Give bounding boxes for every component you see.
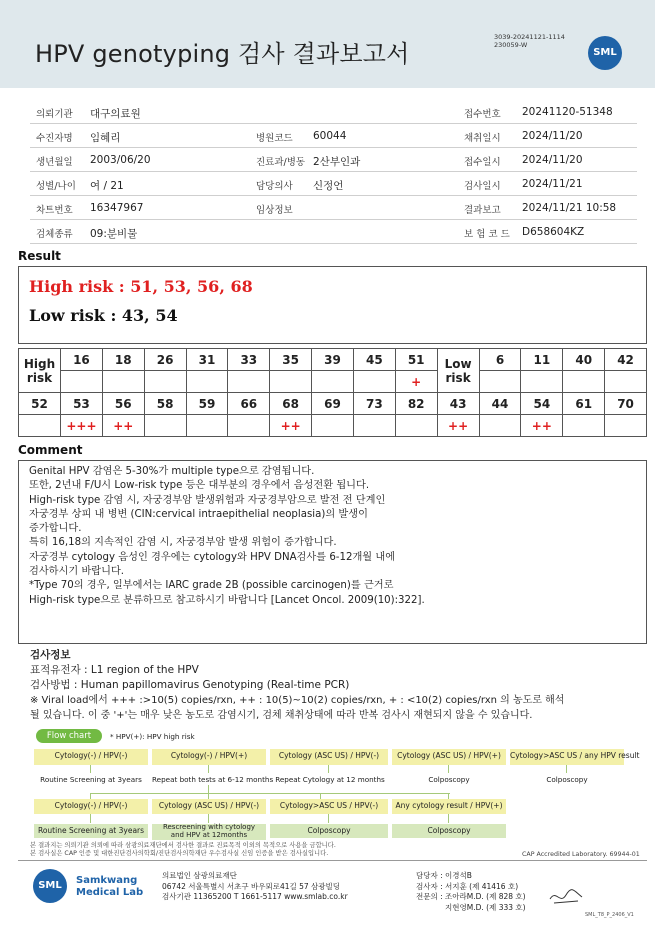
exam-info [30,648,650,723]
flow-arrow [328,765,329,773]
report-title: HPV genotyping 검사 결과보고서 [35,40,410,68]
form-version: SML_T8_P_2406_V1 [585,912,634,918]
mark-cell: +++ [61,415,103,437]
mark-cell [312,371,354,393]
footer-address [162,871,348,903]
info-value: 대구의료원 [90,108,141,120]
type-cell: 51 [395,349,437,371]
signatory: 지현영M.D. (제 333 호) [445,902,526,912]
info-value: 2024/11/20 [522,130,583,142]
type-cell: 69 [312,393,354,415]
info-value: 임혜리 [90,132,121,144]
flow-caption: Colposcopy [546,775,588,784]
info-label: 결과보고 [464,205,501,216]
info-value: 2003/06/20 [90,154,151,166]
mark-cell [144,371,186,393]
type-cell: 18 [102,349,144,371]
type-cell: 31 [186,349,228,371]
flow-box: Cytology (ASC US) / HPV(-) [270,749,388,765]
info-row [30,220,637,244]
type-cell: 33 [228,349,270,371]
header-code [494,33,565,49]
flow-result: Rescreening with cytology and HPV at 12months [152,824,266,840]
mark-cell [353,371,395,393]
type-cell: 16 [61,349,103,371]
patient-info [30,100,637,244]
mark-cell [186,371,228,393]
footer-signatories [416,871,526,913]
flow-arrow [208,765,209,773]
info-row [30,196,637,220]
info-row [30,124,637,148]
flow-caption: Colposcopy [428,775,470,784]
flow-arrow [448,765,449,773]
low-risk-label: Low risk [437,349,479,393]
flow-box: Cytology(-) / HPV(+) [152,749,266,765]
type-cell: 26 [144,349,186,371]
info-value: 2024/11/21 [522,178,583,190]
type-cell: 39 [312,349,354,371]
flow-arrow [566,765,567,773]
info-value: 2024/11/21 10:58 [522,202,617,214]
type-cell: 40 [563,349,605,371]
flow-box: Cytology>ASC US / any HPV result [510,749,624,765]
info-row [30,148,637,172]
mark-cell [563,415,605,437]
mark-cell [312,415,354,437]
flow-box: Cytology(-) / HPV(-) [34,749,148,765]
info-value: 60044 [313,130,347,142]
low-risk-summary: Low risk : 43, 54 [29,306,178,325]
flow-result: Colposcopy [392,824,506,838]
type-cell: 56 [102,393,144,415]
signatory: 검사자 : 서지훈 (제 41416 호) [416,881,519,891]
comment-line: 자궁경부 상피 내 병변 (CIN:cervical intraepithelial neoplasia)의 발생이 [29,508,368,520]
type-cell: 11 [521,349,563,371]
info-label: 차트번호 [36,205,73,216]
viral-load-note-2: 될 있습니다. 이 중 '+'는 매우 낮은 농도로 감염시기, 검체 채취상태에 따라 반복 검사시 재현되지 않을 수 있습니다. [30,710,533,721]
type-cell: 70 [605,393,647,415]
signature-image [548,885,584,912]
mark-cell [228,371,270,393]
type-cell: 42 [605,349,647,371]
flow-legend: * HPV(+): HPV high risk [110,732,195,741]
type-cell: 53 [61,393,103,415]
info-value: 16347967 [90,202,144,214]
comment-line: 검사하시기 바랍니다. [29,566,125,578]
mark-cell [102,371,144,393]
genotype-table [18,348,647,437]
type-cell: 73 [353,393,395,415]
info-label: 접수번호 [464,109,501,120]
flow-box: Cytology(-) / HPV(-) [34,799,148,814]
info-value: D658604KZ [522,226,585,238]
mark-cell: ++ [437,415,479,437]
flow-caption: Repeat both tests at 6-12 months [152,775,274,784]
type-cell: 66 [228,393,270,415]
mark-cell [479,415,521,437]
footer-org: 의료법인 삼광의료재단 [162,871,237,880]
flow-arrow [90,765,91,773]
mark-cell [563,371,605,393]
info-label: 병원코드 [256,133,293,144]
mark-cell: ++ [521,415,563,437]
comment-line: 또한, 2년내 F/U시 Low-risk type 등은 대부분의 경우에서 음성전환 됩니다. [29,480,370,492]
info-value: 09:분비물 [90,228,138,240]
type-cell: 52 [19,393,61,415]
mark-cell [395,415,437,437]
exam-method: 검사방법 : Human papillomavirus Genotyping (Real-time PCR) [30,679,350,691]
flow-box: Cytology>ASC US / HPV(-) [270,799,388,814]
table-row [19,371,647,393]
brand-line-2: Medical Lab [76,887,144,898]
mark-cell [186,415,228,437]
comment-box [18,460,647,644]
high-risk-summary: High risk : 51, 53, 56, 68 [29,277,253,296]
type-cell: 58 [144,393,186,415]
comment-heading: Comment [18,443,83,457]
mark-cell [270,371,312,393]
comment-line: 특히 16,18의 지속적인 감염 시, 자궁경부암 발생 위험이 증가합니다. [29,537,337,549]
viral-load-note: ※ Viral load에서 +++ :>10(5) copies/rxn, ++ : 10(5)~10(2) copies/rxn, + : <10(2) copies/rxn 의 농도로 해석 [30,695,565,706]
comment-line: 증가합니다. [29,523,82,535]
info-label: 보 험 코 드 [464,229,510,240]
flow-arrow [448,814,449,823]
info-label: 접수일시 [464,157,501,168]
mark-cell [521,371,563,393]
flow-arrow [208,814,209,823]
type-cell: 59 [186,393,228,415]
note-1: 본 결과지는 의뢰기관 의뢰에 따라 삼광의료재단에서 검사한 결과로 진료목적 이외의 목적으로 사용을 금합니다. [30,842,336,849]
mark-cell: + [395,371,437,393]
type-cell: 68 [270,393,312,415]
info-label: 임상정보 [256,205,293,216]
type-cell: 44 [479,393,521,415]
exam-title: 검사정보 [30,649,71,661]
flow-caption: Routine Screening at 3years [40,775,142,784]
comment-line: *Type 70의 경우, 일부에서는 IARC grade 2B (possible carcinogen)를 근거로 [29,580,394,592]
comment-line: 자궁경부 cytology 음성인 경우에는 cytology와 HPV DNA검사를 6-12개월 내에 [29,551,396,563]
flow-arrow [328,814,329,823]
info-label: 채취일시 [464,133,501,144]
info-label: 의뢰기관 [36,109,73,120]
info-label: 생년월일 [36,157,73,168]
mark-cell [228,415,270,437]
note-2: 본 검사실은 CAP 인증 및 대한진단검사의학회/진단검사의학재단 우수검사실 신임 인증을 받은 검사실입니다. [30,850,329,857]
flow-box: Cytology (ASC US) / HPV(+) [392,749,506,765]
type-cell: 54 [521,393,563,415]
type-cell: 43 [437,393,479,415]
cap-accreditation: CAP Accredited Laboratory. 69944-01 [522,851,640,858]
high-risk-label: High risk [19,349,61,393]
mark-cell [144,415,186,437]
flow-result: Routine Screening at 3years [34,824,148,838]
mark-cell: ++ [102,415,144,437]
comment-line: Genital HPV 감염은 5-30%가 multiple type으로 감염됩니다. [29,466,315,477]
type-cell: 35 [270,349,312,371]
table-row [19,349,647,371]
info-label: 담당의사 [256,181,293,192]
mark-cell: ++ [270,415,312,437]
flow-arrow [90,814,91,823]
flow-box: Any cytology result / HPV(+) [392,799,506,814]
footer-brand [76,875,143,899]
table-row [19,393,647,415]
info-label: 성별/나이 [36,181,76,192]
info-label: 검체종류 [36,229,73,240]
footer-sml-logo: SML [33,869,67,903]
info-value: 여 / 21 [90,180,124,192]
footer-notes [30,842,336,858]
comment-line: High-risk type으로 분류하므로 참고하시기 바랍니다 [Lancet Oncol. 2009(10):322]. [29,594,425,606]
signatory: 담당자 : 이경석B [416,871,472,880]
header-code-2: 230059-W [494,41,528,49]
sml-logo: SML [588,36,622,70]
type-cell: 82 [395,393,437,415]
info-value: 2024/11/20 [522,154,583,166]
flow-box: Cytology (ASC US) / HPV(-) [152,799,266,814]
mark-cell [61,371,103,393]
info-label: 수진자명 [36,133,73,144]
result-heading: Result [18,249,61,263]
comment-line: High-risk type 감염 시, 자궁경부암 발생위험과 자궁경부암으로 발전 전 단계인 [29,494,386,506]
result-box [18,266,647,344]
brand-line-1: Samkwang [76,875,138,886]
info-label: 검사일시 [464,181,501,192]
flow-chart-label: Flow chart [36,729,102,743]
type-cell: 61 [563,393,605,415]
signatory: 전문의 : 조아라M.D. (제 828 호) [416,892,526,901]
flow-result: Colposcopy [270,824,388,838]
type-cell: 6 [479,349,521,371]
info-label: 진료과/병동 [256,157,306,168]
mark-cell [353,415,395,437]
info-value: 20241120-51348 [522,106,613,118]
header-code-1: 3039-20241121-1114 [494,33,565,41]
footer-tel: 검사기관 11365200 T 1661-5117 www.smlab.co.kr [162,892,348,901]
signature-icon [548,885,584,909]
type-cell: 45 [353,349,395,371]
info-value: 신정언 [313,180,344,192]
table-row [19,415,647,437]
info-row [30,100,637,124]
mark-cell [605,415,647,437]
info-value: 2산부인과 [313,156,361,168]
footer-addr: 06742 서울특별시 서초구 바우뫼로41길 57 삼광빌딩 [162,881,341,891]
mark-cell [19,415,61,437]
footer-divider [18,860,647,861]
mark-cell [479,371,521,393]
exam-marker: 표적유전자 : L1 region of the HPV [30,664,199,676]
mark-cell [605,371,647,393]
flow-caption: Repeat Cytology at 12 months [275,775,385,784]
info-row [30,172,637,196]
flow-connector [90,793,450,794]
